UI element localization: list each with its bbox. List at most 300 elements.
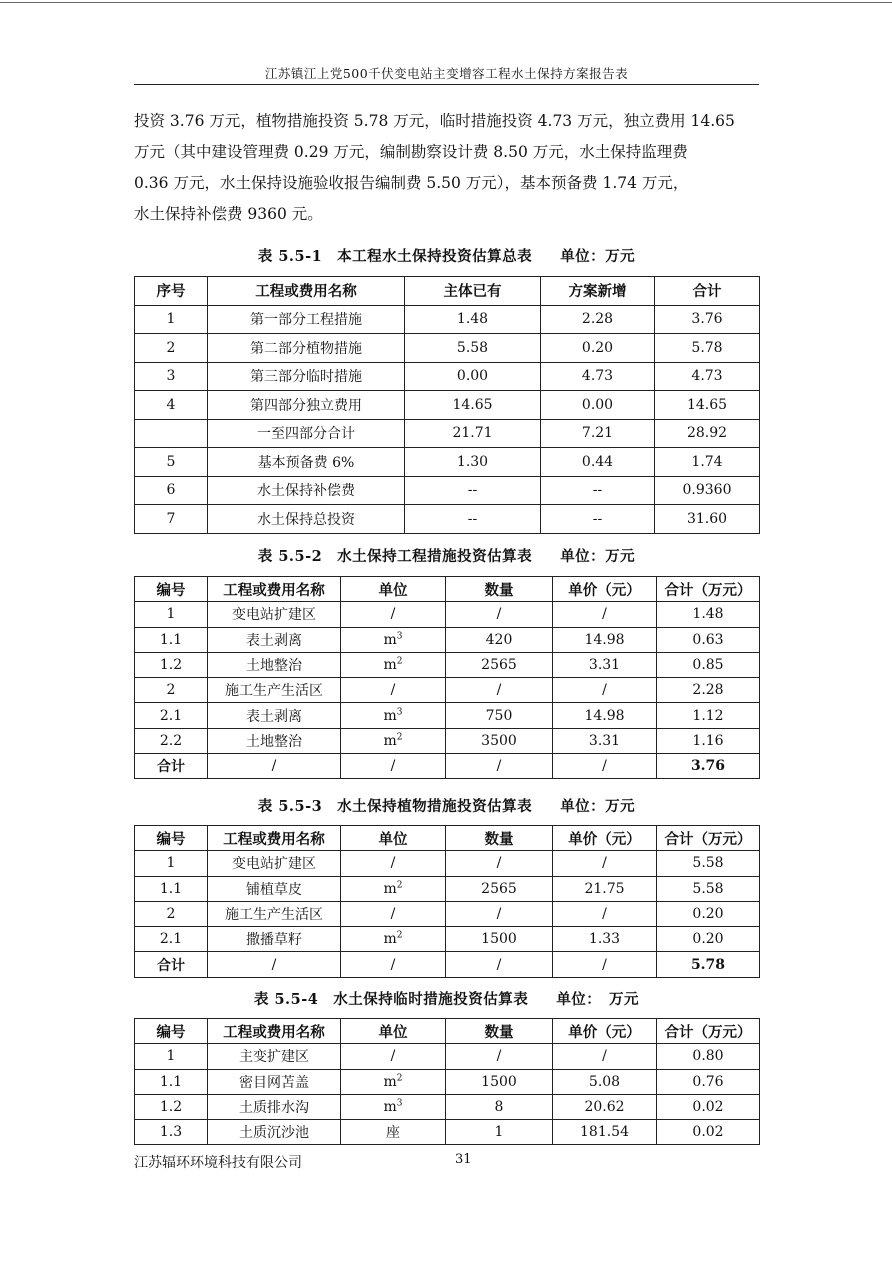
intro-line: 0.36 万元，水土保持设施验收报告编制费 5.50 万元），基本预备费 1.74 万元， <box>134 174 689 192</box>
table-cell <box>553 927 657 952</box>
table-cell <box>208 476 405 505</box>
table-cell <box>135 1120 208 1145</box>
table-cell <box>208 927 341 952</box>
cell-text: 座 <box>386 1125 400 1142</box>
cell-text: 1 <box>494 1124 504 1141</box>
table-cell <box>657 876 760 901</box>
table-cell <box>135 391 208 420</box>
cell-text: m <box>383 1073 397 1090</box>
cell-text: -- <box>592 482 603 499</box>
column-header: 工程或费用名称 <box>208 577 341 602</box>
table-cell <box>208 362 405 391</box>
table-cell <box>553 652 657 677</box>
table-cell <box>446 876 553 901</box>
table-cell <box>553 901 657 926</box>
table-cell <box>657 1044 760 1069</box>
table-cell <box>446 652 553 677</box>
cell-text: 0.9360 <box>682 482 732 499</box>
cell-text: 2 <box>166 339 176 356</box>
table-cell <box>135 754 208 779</box>
cell-text: 0.02 <box>692 1124 724 1141</box>
cell-text: 撒播草籽 <box>246 932 302 949</box>
table-cell <box>135 419 208 448</box>
column-header: 数量 <box>446 577 553 602</box>
cell-text: 密目网苫盖 <box>239 1074 309 1091</box>
cell-text: 第二部分植物措施 <box>250 340 362 357</box>
table-cell <box>655 476 760 505</box>
cell-text: 土地整治 <box>246 658 302 675</box>
cell-text: 14.98 <box>584 707 625 724</box>
cell-text: 一至四部分合计 <box>257 426 355 443</box>
table3-title: 表 5.5-3 水土保持植物措施投资估算表 <box>257 798 533 815</box>
table-row <box>135 728 760 753</box>
cell-text: 1.2 <box>159 1099 183 1116</box>
table-cell <box>341 1094 446 1119</box>
cell-text: 3.31 <box>588 657 621 674</box>
table-cell <box>446 678 553 703</box>
table-cell <box>208 703 341 728</box>
table-cell <box>405 305 541 334</box>
cell-text: / <box>602 906 607 923</box>
column-header: 合计（万元） <box>657 826 760 851</box>
table-cell <box>553 1069 657 1094</box>
table-cell <box>341 602 446 627</box>
table-cell <box>446 901 553 926</box>
table-row <box>135 876 760 901</box>
table-cell <box>541 419 655 448</box>
cell-text: 1 <box>166 311 176 328</box>
cell-text: 铺植草皮 <box>246 881 302 898</box>
cell-text: 5.08 <box>588 1073 621 1090</box>
table-row <box>135 754 760 779</box>
table-cell <box>405 448 541 477</box>
cell-text: / <box>496 758 502 775</box>
table-row <box>135 703 760 728</box>
column-header: 数量 <box>446 1019 553 1044</box>
table-cell <box>405 362 541 391</box>
table-cell <box>341 927 446 952</box>
table4-temporary-measures <box>134 1018 760 1145</box>
unit-superscript: 3 <box>396 1098 403 1109</box>
table-cell <box>657 703 760 728</box>
cell-text: 1.1 <box>159 880 183 897</box>
table-cell <box>135 728 208 753</box>
table-cell <box>341 1069 446 1094</box>
table-row <box>135 602 760 627</box>
cell-text: 土地整治 <box>246 733 302 750</box>
column-header: 单位 <box>341 826 446 851</box>
table-row <box>135 927 760 952</box>
table-cell <box>135 876 208 901</box>
table-cell <box>446 728 553 753</box>
cell-text: 1.30 <box>456 453 489 470</box>
cell-text: 1500 <box>481 1073 517 1090</box>
cell-text: m <box>383 707 397 724</box>
table-cell <box>446 627 553 652</box>
table-cell <box>657 1120 760 1145</box>
table-cell <box>657 728 760 753</box>
cell-text: 土质排水沟 <box>239 1100 309 1117</box>
cell-text: 1.16 <box>692 732 724 749</box>
cell-text: 3 <box>166 368 176 385</box>
table-cell <box>446 754 553 779</box>
intro-line: 万元（其中建设管理费 0.29 万元，编制勘察设计费 8.50 万元，水土保持监理费 <box>134 143 688 161</box>
table-cell <box>341 876 446 901</box>
cell-text: 0.20 <box>692 931 724 948</box>
table4-unit: 单位： 万元 <box>556 991 640 1008</box>
cell-text: 1.12 <box>692 707 724 724</box>
table-cell <box>208 851 341 876</box>
table3-caption <box>134 795 759 816</box>
table-cell <box>405 334 541 363</box>
table4-body <box>135 1044 760 1145</box>
cell-text: / <box>390 956 396 973</box>
column-header: 单价（元） <box>553 826 657 851</box>
column-header: 序号 <box>135 277 208 306</box>
cell-text: 5.78 <box>690 956 726 973</box>
table-cell <box>553 1094 657 1119</box>
table-cell <box>341 652 446 677</box>
cell-text: 2.28 <box>581 311 614 328</box>
unit-superscript: 2 <box>396 656 403 667</box>
cell-text: -- <box>467 510 478 527</box>
cell-text: 5.78 <box>691 339 723 356</box>
cell-text: / <box>390 758 396 775</box>
column-header: 主体已有 <box>405 277 541 306</box>
cell-text: 0.20 <box>692 906 724 923</box>
table-cell <box>208 901 341 926</box>
column-header: 合计 <box>655 277 760 306</box>
cell-text: 7 <box>166 510 176 527</box>
cell-text: 2 <box>166 906 176 923</box>
cell-text: 2 <box>166 682 176 699</box>
table-cell <box>135 334 208 363</box>
cell-text: / <box>496 855 502 872</box>
cell-text: 1.1 <box>159 1073 183 1090</box>
table-cell <box>553 627 657 652</box>
table-cell <box>553 952 657 977</box>
table-cell <box>135 1069 208 1094</box>
table-row <box>135 476 760 505</box>
cell-text: 0.02 <box>692 1099 724 1116</box>
table-cell <box>405 476 541 505</box>
table-cell <box>553 602 657 627</box>
cell-text: 0.20 <box>581 339 614 356</box>
table4-title: 表 5.5-4 水土保持临时措施投资估算表 <box>253 991 529 1008</box>
table-cell <box>541 505 655 534</box>
table-cell <box>208 652 341 677</box>
cell-text: / <box>390 606 396 623</box>
cell-text: m <box>383 732 397 749</box>
cell-text: / <box>390 1048 396 1065</box>
table1-title: 表 5.5-1 本工程水土保持投资估算总表 <box>257 248 533 265</box>
table-cell <box>208 1094 341 1119</box>
cell-text: 4 <box>166 396 176 413</box>
cell-text: / <box>602 606 607 623</box>
table-cell <box>405 505 541 534</box>
table-row <box>135 334 760 363</box>
table-cell <box>553 703 657 728</box>
table-cell <box>541 391 655 420</box>
cell-text: 750 <box>485 707 513 724</box>
table-cell <box>446 1094 553 1119</box>
table-row <box>135 1044 760 1069</box>
table-cell <box>553 728 657 753</box>
table-cell <box>405 419 541 448</box>
table-cell <box>341 1044 446 1069</box>
cell-text: 1 <box>166 1048 176 1065</box>
table-cell <box>341 901 446 926</box>
cell-text: 2.1 <box>159 931 183 948</box>
table-row <box>135 851 760 876</box>
table-cell <box>541 476 655 505</box>
table-cell <box>208 419 405 448</box>
table-cell <box>657 754 760 779</box>
table-cell <box>208 602 341 627</box>
table-row <box>135 652 760 677</box>
table-cell <box>657 952 760 977</box>
table2-unit: 单位：万元 <box>560 548 636 565</box>
column-header: 合计（万元） <box>657 1019 760 1044</box>
table-row <box>135 1094 760 1119</box>
cell-text: 第四部分独立费用 <box>250 397 362 414</box>
cell-text: 水土保持补偿费 <box>257 483 355 500</box>
table-cell <box>657 851 760 876</box>
cell-text: 1500 <box>481 931 517 948</box>
cell-text: 8 <box>494 1099 504 1116</box>
table-cell <box>341 952 446 977</box>
table3-header-row <box>135 826 760 851</box>
cell-text: 变电站扩建区 <box>232 607 316 624</box>
table-row <box>135 391 760 420</box>
cell-text: 5.58 <box>456 339 489 356</box>
column-header: 合计（万元） <box>657 577 760 602</box>
cell-text: m <box>383 1099 397 1116</box>
cell-text: 水土保持总投资 <box>257 511 355 528</box>
cell-text: / <box>271 956 277 973</box>
cell-text: 主变扩建区 <box>239 1049 309 1066</box>
table-cell <box>657 1094 760 1119</box>
table-row <box>135 305 760 334</box>
table4-header-row <box>135 1019 760 1044</box>
cell-text: 1.3 <box>159 1124 183 1141</box>
document-header-title: 江苏镇江上党500千伏变电站主变增容工程水土保持方案报告表 <box>264 66 629 81</box>
cell-text: / <box>496 906 502 923</box>
table-cell <box>208 334 405 363</box>
column-header: 工程或费用名称 <box>208 826 341 851</box>
table-cell <box>553 876 657 901</box>
cell-text: 合计 <box>157 957 185 974</box>
cell-text: / <box>390 855 396 872</box>
column-header: 编号 <box>135 1019 208 1044</box>
cell-text: 4.73 <box>691 368 723 385</box>
table-row <box>135 678 760 703</box>
table-cell <box>208 1069 341 1094</box>
table-cell <box>657 652 760 677</box>
table-cell <box>341 851 446 876</box>
table2-title: 表 5.5-2 水土保持工程措施投资估算表 <box>257 548 533 565</box>
cell-text: / <box>496 956 502 973</box>
cell-text: 1.2 <box>159 657 183 674</box>
unit-superscript: 2 <box>396 732 403 743</box>
cell-text: / <box>496 682 502 699</box>
table-row <box>135 1069 760 1094</box>
cell-text: 0.44 <box>581 453 614 470</box>
column-header: 工程或费用名称 <box>208 1019 341 1044</box>
cell-text: 14.65 <box>452 396 493 413</box>
table-cell <box>657 927 760 952</box>
cell-text: 1.33 <box>588 931 621 948</box>
table-cell <box>655 334 760 363</box>
cell-text: 第一部分工程措施 <box>250 312 362 329</box>
cell-text: 1.48 <box>692 606 724 623</box>
cell-text: 表土剥离 <box>246 632 302 649</box>
column-header: 编号 <box>135 577 208 602</box>
cell-text: m <box>383 931 397 948</box>
table-cell <box>341 627 446 652</box>
cell-text: 第三部分临时措施 <box>250 369 362 386</box>
table-cell <box>208 305 405 334</box>
table-cell <box>446 1069 553 1094</box>
table-cell <box>446 703 553 728</box>
table-cell <box>541 305 655 334</box>
column-header: 编号 <box>135 826 208 851</box>
table2-caption <box>134 545 759 566</box>
table-row <box>135 952 760 977</box>
table-cell <box>208 627 341 652</box>
table3-vegetation-measures <box>134 825 760 978</box>
cell-text: 2565 <box>481 880 517 897</box>
table-cell <box>541 362 655 391</box>
cell-text: 31.60 <box>686 510 728 527</box>
cell-text: 2.1 <box>159 707 183 724</box>
table-cell <box>135 652 208 677</box>
header-rule <box>134 84 759 85</box>
table1-caption <box>134 245 759 266</box>
table-cell <box>446 1044 553 1069</box>
cell-text: 21.75 <box>584 880 625 897</box>
table-cell <box>135 1094 208 1119</box>
table-row <box>135 448 760 477</box>
cell-text: 1 <box>166 606 176 623</box>
table-cell <box>655 391 760 420</box>
unit-superscript: 3 <box>396 706 403 717</box>
cell-text: 2.28 <box>692 682 724 699</box>
cell-text: 5.58 <box>692 880 724 897</box>
cell-text: 1.1 <box>159 631 183 648</box>
cell-text: / <box>602 682 607 699</box>
table2-engineering-measures <box>134 576 760 779</box>
cell-text: / <box>602 855 607 872</box>
table-cell <box>553 678 657 703</box>
unit-superscript: 2 <box>396 930 403 941</box>
cell-text: / <box>602 758 607 775</box>
cell-text: / <box>496 1048 502 1065</box>
cell-text: 0.85 <box>692 657 724 674</box>
cell-text: 1 <box>166 855 176 872</box>
table-cell <box>655 448 760 477</box>
table-cell <box>135 952 208 977</box>
table-cell <box>208 728 341 753</box>
table1-unit: 单位：万元 <box>560 248 636 265</box>
table-cell <box>553 1044 657 1069</box>
table-cell <box>341 703 446 728</box>
table-cell <box>341 728 446 753</box>
cell-text: 2565 <box>481 657 517 674</box>
cell-text: 0.00 <box>456 368 489 385</box>
table-cell <box>208 754 341 779</box>
table-cell <box>208 952 341 977</box>
table-row <box>135 505 760 534</box>
table3-body <box>135 851 760 977</box>
table-cell <box>208 678 341 703</box>
table-cell <box>655 305 760 334</box>
cell-text: 20.62 <box>584 1099 625 1116</box>
cell-text: m <box>383 657 397 674</box>
table1-body <box>135 305 760 533</box>
cell-text: 5 <box>166 453 176 470</box>
intro-line: 水土保持补偿费 9360 元。 <box>134 205 323 223</box>
table2-body <box>135 602 760 779</box>
table-cell <box>135 362 208 391</box>
cell-text: 3.76 <box>691 311 723 328</box>
table-cell <box>135 901 208 926</box>
table-cell <box>208 876 341 901</box>
table-cell <box>208 391 405 420</box>
cell-text: 0.63 <box>692 631 724 648</box>
column-header: 单位 <box>341 1019 446 1044</box>
table-cell <box>446 1120 553 1145</box>
column-header: 单价（元） <box>553 577 657 602</box>
cell-text: 0.80 <box>692 1048 724 1065</box>
table-cell <box>208 1120 341 1145</box>
table-cell <box>655 419 760 448</box>
intro-paragraph <box>134 106 759 230</box>
cell-text: 6 <box>166 482 176 499</box>
unit-superscript: 2 <box>396 1073 403 1084</box>
cell-text: 14.65 <box>686 396 728 413</box>
unit-superscript: 2 <box>396 880 403 891</box>
table-cell <box>135 927 208 952</box>
table-cell <box>553 1120 657 1145</box>
table-cell <box>446 952 553 977</box>
cell-text: / <box>390 682 396 699</box>
table-cell <box>208 448 405 477</box>
cell-text: 5.58 <box>692 855 724 872</box>
table-cell <box>135 305 208 334</box>
cell-text: 0.76 <box>692 1073 724 1090</box>
cell-text: 3.31 <box>588 732 621 749</box>
cell-text: 4.73 <box>581 368 614 385</box>
cell-text: 变电站扩建区 <box>232 856 316 873</box>
column-header: 单位 <box>341 577 446 602</box>
table-cell <box>135 602 208 627</box>
table-cell <box>135 703 208 728</box>
cell-text: 基本预备费 6% <box>257 454 355 471</box>
table-cell <box>446 927 553 952</box>
table-cell <box>655 362 760 391</box>
table-cell <box>657 602 760 627</box>
table3-unit: 单位：万元 <box>560 798 636 815</box>
table-row <box>135 362 760 391</box>
column-header: 单价（元） <box>553 1019 657 1044</box>
table-cell <box>446 851 553 876</box>
table-cell <box>657 627 760 652</box>
cell-text: 施工生产生活区 <box>225 683 323 700</box>
table-row <box>135 627 760 652</box>
cell-text: -- <box>592 510 603 527</box>
cell-text: -- <box>467 482 478 499</box>
